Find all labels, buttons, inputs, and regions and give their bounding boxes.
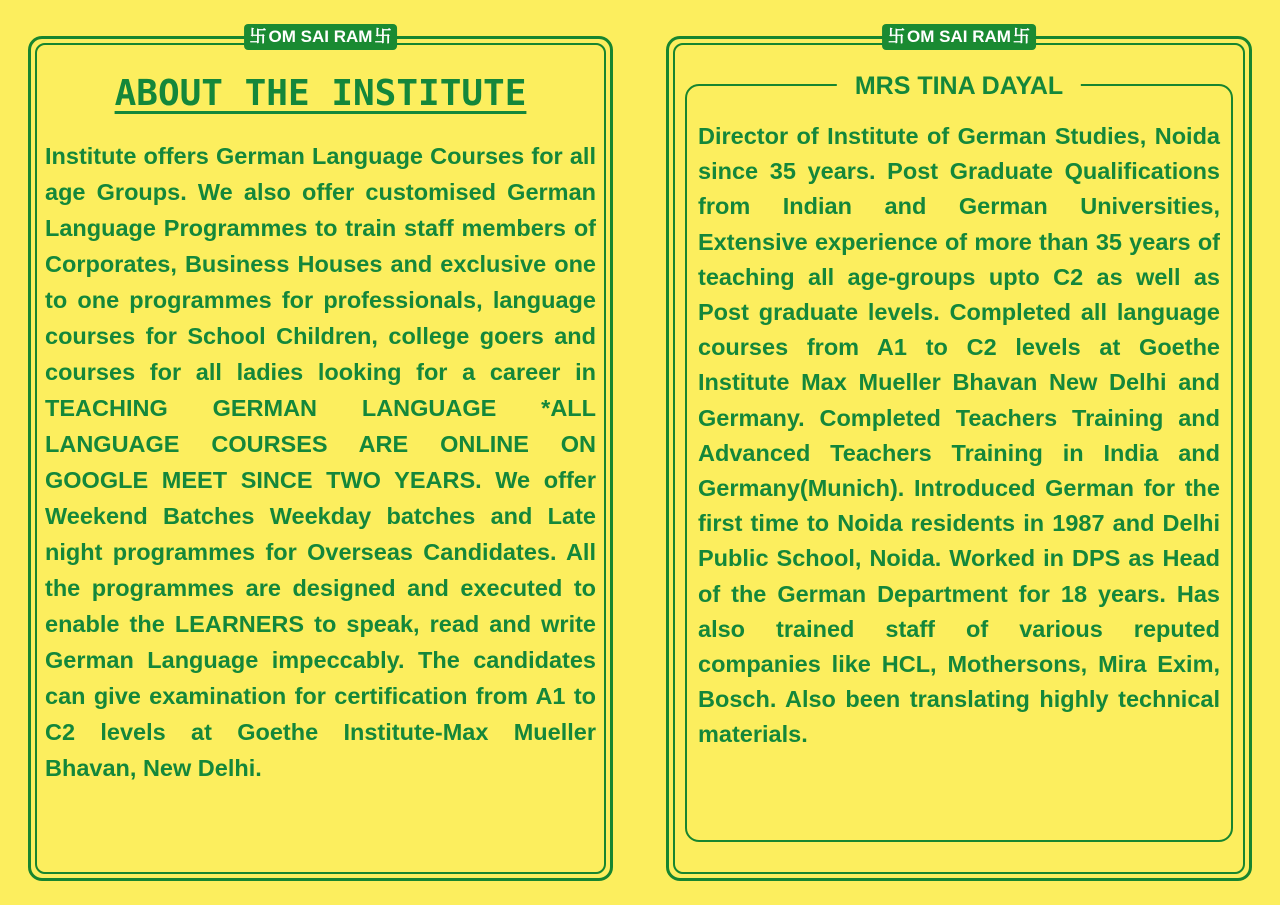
swastika-icon: 卐 — [888, 27, 906, 47]
badge-label: OM SAI RAM — [907, 27, 1011, 46]
badge-label: OM SAI RAM — [268, 27, 373, 46]
swastika-icon: 卐 — [1012, 27, 1030, 47]
swastika-icon: 卐 — [374, 27, 392, 47]
about-institute-panel — [28, 27, 613, 881]
swastika-icon: 卐 — [249, 27, 267, 47]
director-panel — [666, 27, 1252, 881]
director-bio-text: Director of Institute of German Studies, Noida since 35 years. Post Graduate Qualifications from Indian and German Universities, Extensive experience of more than 35 years of teaching all age-groups upto C2 as well as Post graduate levels. Completed all language courses from A1 to C2 levels at Goethe Institute Max Mueller Bhavan New Delhi and Germany. Completed Teachers Training and Advanced Teachers Training in India and Germany(Munich). Introduced German for the first time to Noida residents in 1987 and Delhi Public School, Noida. Worked in DPS as Head of the German Department for 18 years. Has also trained staff of various reputed companies like HCL, Mothersons, Mira Exim, Bosch. Also been translating highly technical materials. — [698, 123, 1220, 748]
about-body-text: Institute offers German Language Courses for all age Groups. We also offer customised German Language Programmes to train staff members of Corporates, Business Houses and exclusive one to one programmes for professionals, language courses for School Children, college goers and courses for all ladies looking for a career in TEACHING GERMAN LANGUAGE *ALL LANGUAGE COURSES ARE ONLINE ON GOOGLE MEET SINCE TWO YEARS. We offer Weekend Batches Weekday batches and Late night programmes for Overseas Candidates. All the programmes are designed and executed to enable the LEARNERS to speak, read and write German Language impeccably. The candidates can give examination for certification from A1 to C2 levels at Goethe Institute-Max Mueller Bhavan, New Delhi. — [45, 143, 596, 781]
about-heading-text: ABOUT THE INSTITUTE — [114, 73, 527, 114]
om-sai-ram-badge — [882, 24, 1036, 50]
director-name: MRS TINA DAYAL — [837, 72, 1081, 101]
about-heading — [31, 73, 610, 114]
om-sai-ram-badge — [244, 24, 398, 50]
